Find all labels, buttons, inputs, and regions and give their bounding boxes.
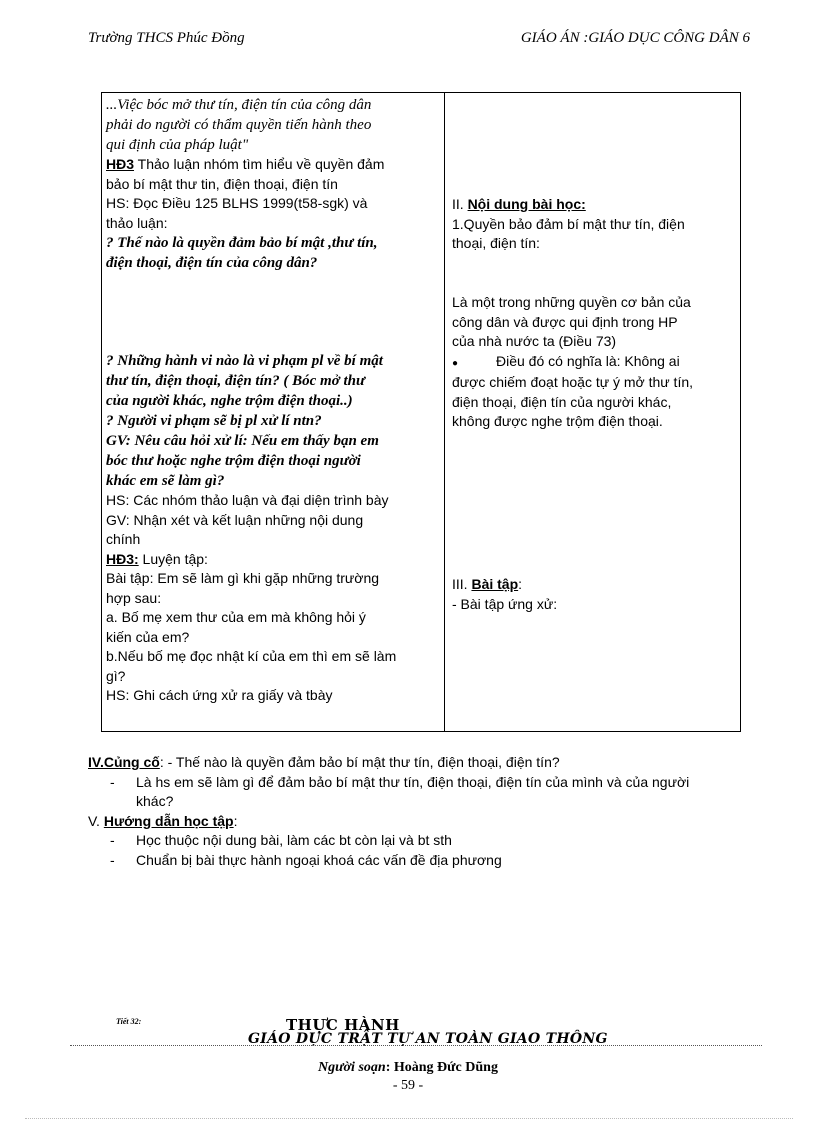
quote-line: ...Việc bóc mở thư tín, điện tín của công dân [106,97,372,113]
footer-divider [70,1045,762,1046]
page-bottom-divider [25,1118,793,1119]
activities-column [102,93,445,732]
quote-line: phải do người có thẩm quyền tiến hành theo [106,117,372,133]
meaning-line: được chiếm đoạt hoặc tự ý mở thư tín, [452,374,694,390]
list-item [88,851,768,871]
question-1-cont: điện thoại, điện tín của công dân? [106,255,318,271]
section-4-label: IV.Củng cố [88,754,160,770]
activities-content-2 [106,351,440,706]
exercise-type: - Bài tập ứng xử: [452,595,558,612]
meaning-line: điện thoại, điện tín của người khác, [452,393,672,410]
hd3-text: Thảo luận nhóm tìm hiểu về quyền đảm [134,156,385,172]
next-lesson-title: THỰC HÀNH [286,1016,400,1034]
header-subject: GIÁO ÁN :GIÁO DỤC CÔNG DÂN 6 [520,30,750,46]
content-section-3 [452,575,736,614]
list-item-cont: khác? [136,793,174,809]
section-3-colon: : [518,576,523,592]
hs-instruction: HS: Đọc Điều 125 BLHS 1999(t58-sgk) và [106,195,368,211]
question-2-cont: thư tín, điện thoại, điện tín? ( Bóc mở thư [106,373,365,389]
author-separator: : [385,1060,394,1075]
meaning-text: Điều đó có nghĩa là: Không ai [496,352,680,369]
definition-line: Là một trong những quyền cơ bản của [452,294,691,310]
hd3-heading [106,155,440,175]
exercise-a: a. Bố mẹ xem thư của em mà không hỏi ý [106,609,366,625]
author-line [0,1060,816,1076]
exercise-line: Bài tập: Em sẽ làm gì khi gặp những trường [106,570,380,586]
page-number: - 59 - [392,1078,424,1093]
quote-line: qui định của pháp luật" [106,137,249,153]
teacher-question-cont: khác em sẽ làm gì? [106,473,225,489]
list-item-text: Chuẩn bị bài thực hành ngoại khoá các vấn đề địa phương [136,851,502,868]
dash-marker: - [110,773,115,790]
section-3-number: III. [452,576,472,592]
question-2-cont: của người khác, nghe trộm điện thoại..) [106,393,353,409]
content-section-2 [452,195,736,254]
practice-text: Luyện tập: [138,550,208,567]
author-name: Hoàng Đức Dũng [393,1060,498,1075]
meaning-line [452,352,736,374]
list-item [88,831,768,851]
section-3-heading [452,575,736,595]
list-item-text: Học thuộc nội dung bài, làm các bt còn lại và bt sth [136,832,452,848]
section-5-label: Hướng dẫn học tập [103,812,234,829]
practice-label: HĐ3: [106,550,139,567]
bullet-icon: ● [452,357,459,369]
teacher-conclusion-cont: chính [106,531,141,547]
lesson-table [101,92,741,732]
section-2-heading [452,195,736,215]
teacher-question-cont: bóc thư hoặc nghe trộm điện thoại người [106,453,361,469]
meaning-line: không được nghe trộm điện thoại. [452,413,663,429]
question-1: ? Thế nào là quyền đảm bảo bí mật ,thư tín, [106,235,378,251]
section-5-colon: : [233,812,238,829]
hd3-label: HĐ3 [106,156,135,172]
exercise-b-cont: gì? [106,667,126,684]
dash-marker: - [110,851,115,868]
content-line: thoại, điện tín: [452,235,540,251]
exercise-line: hợp sau: [106,589,162,606]
exercise-a-cont: kiến của em? [106,628,190,645]
list-item [88,773,768,793]
summary-section [88,753,768,870]
next-lesson-subtitle: GIÁO DỤC TRẬT TỰ AN TOÀN GIAO THÔNG [248,1031,608,1047]
hd3-text-cont: bảo bí mật thư tin, điện thoại, điện tín [106,175,338,192]
question-3: ? Người vi phạm sẽ bị pl xử lí ntn? [106,413,322,429]
definition-line: của nhà nước ta (Điều 73) [452,333,617,349]
section-4-text: : - Thế nào là quyền đảm bảo bí mật thư tín, điện thoại, điện tín? [159,754,560,770]
header-school: Trường THCS Phúc Đồng [88,30,245,46]
question-2: ? Những hành vi nào là vi phạm pl về bí mật [106,353,383,369]
next-lesson-label: Tiết 32: [116,1017,142,1026]
hs-discussion: HS: Các nhóm thảo luận và đại diện trình bày [106,492,389,508]
teacher-question: GV: Nêu câu hỏi xử lí: Nếu em thấy bạn em [106,433,379,449]
practice-heading [106,550,440,570]
hs-instruction-cont: thảo luận: [106,214,168,231]
content-column [445,93,741,732]
exercise-b: b.Nếu bố mẹ đọc nhật kí của em thì em sẽ làm [106,648,397,664]
section-3-title: Bài tập [471,576,519,592]
definition-line: công dân và được qui định trong HP [452,313,678,330]
content-line: 1.Quyền bảo đảm bí mật thư tín, điện [452,215,685,232]
dash-marker: - [110,832,115,848]
section-5-number: V. [88,812,104,829]
activities-content [106,95,440,273]
section-2-title: Nội dung bài học: [467,196,586,212]
hs-write: HS: Ghi cách ứng xử ra giấy và tbày [106,687,333,703]
section-2-number: II. [452,196,468,212]
teacher-conclusion: GV: Nhận xét và kết luận những nội dung [106,511,364,528]
author-label: Người soạn [318,1060,386,1075]
list-item-text: Là hs em sẽ làm gì để đảm bảo bí mật thư tín, điện thoại, điện tín của mình và của người [136,773,690,790]
section-5-line [88,812,768,832]
content-definition [452,293,736,432]
section-4-line [88,753,768,773]
